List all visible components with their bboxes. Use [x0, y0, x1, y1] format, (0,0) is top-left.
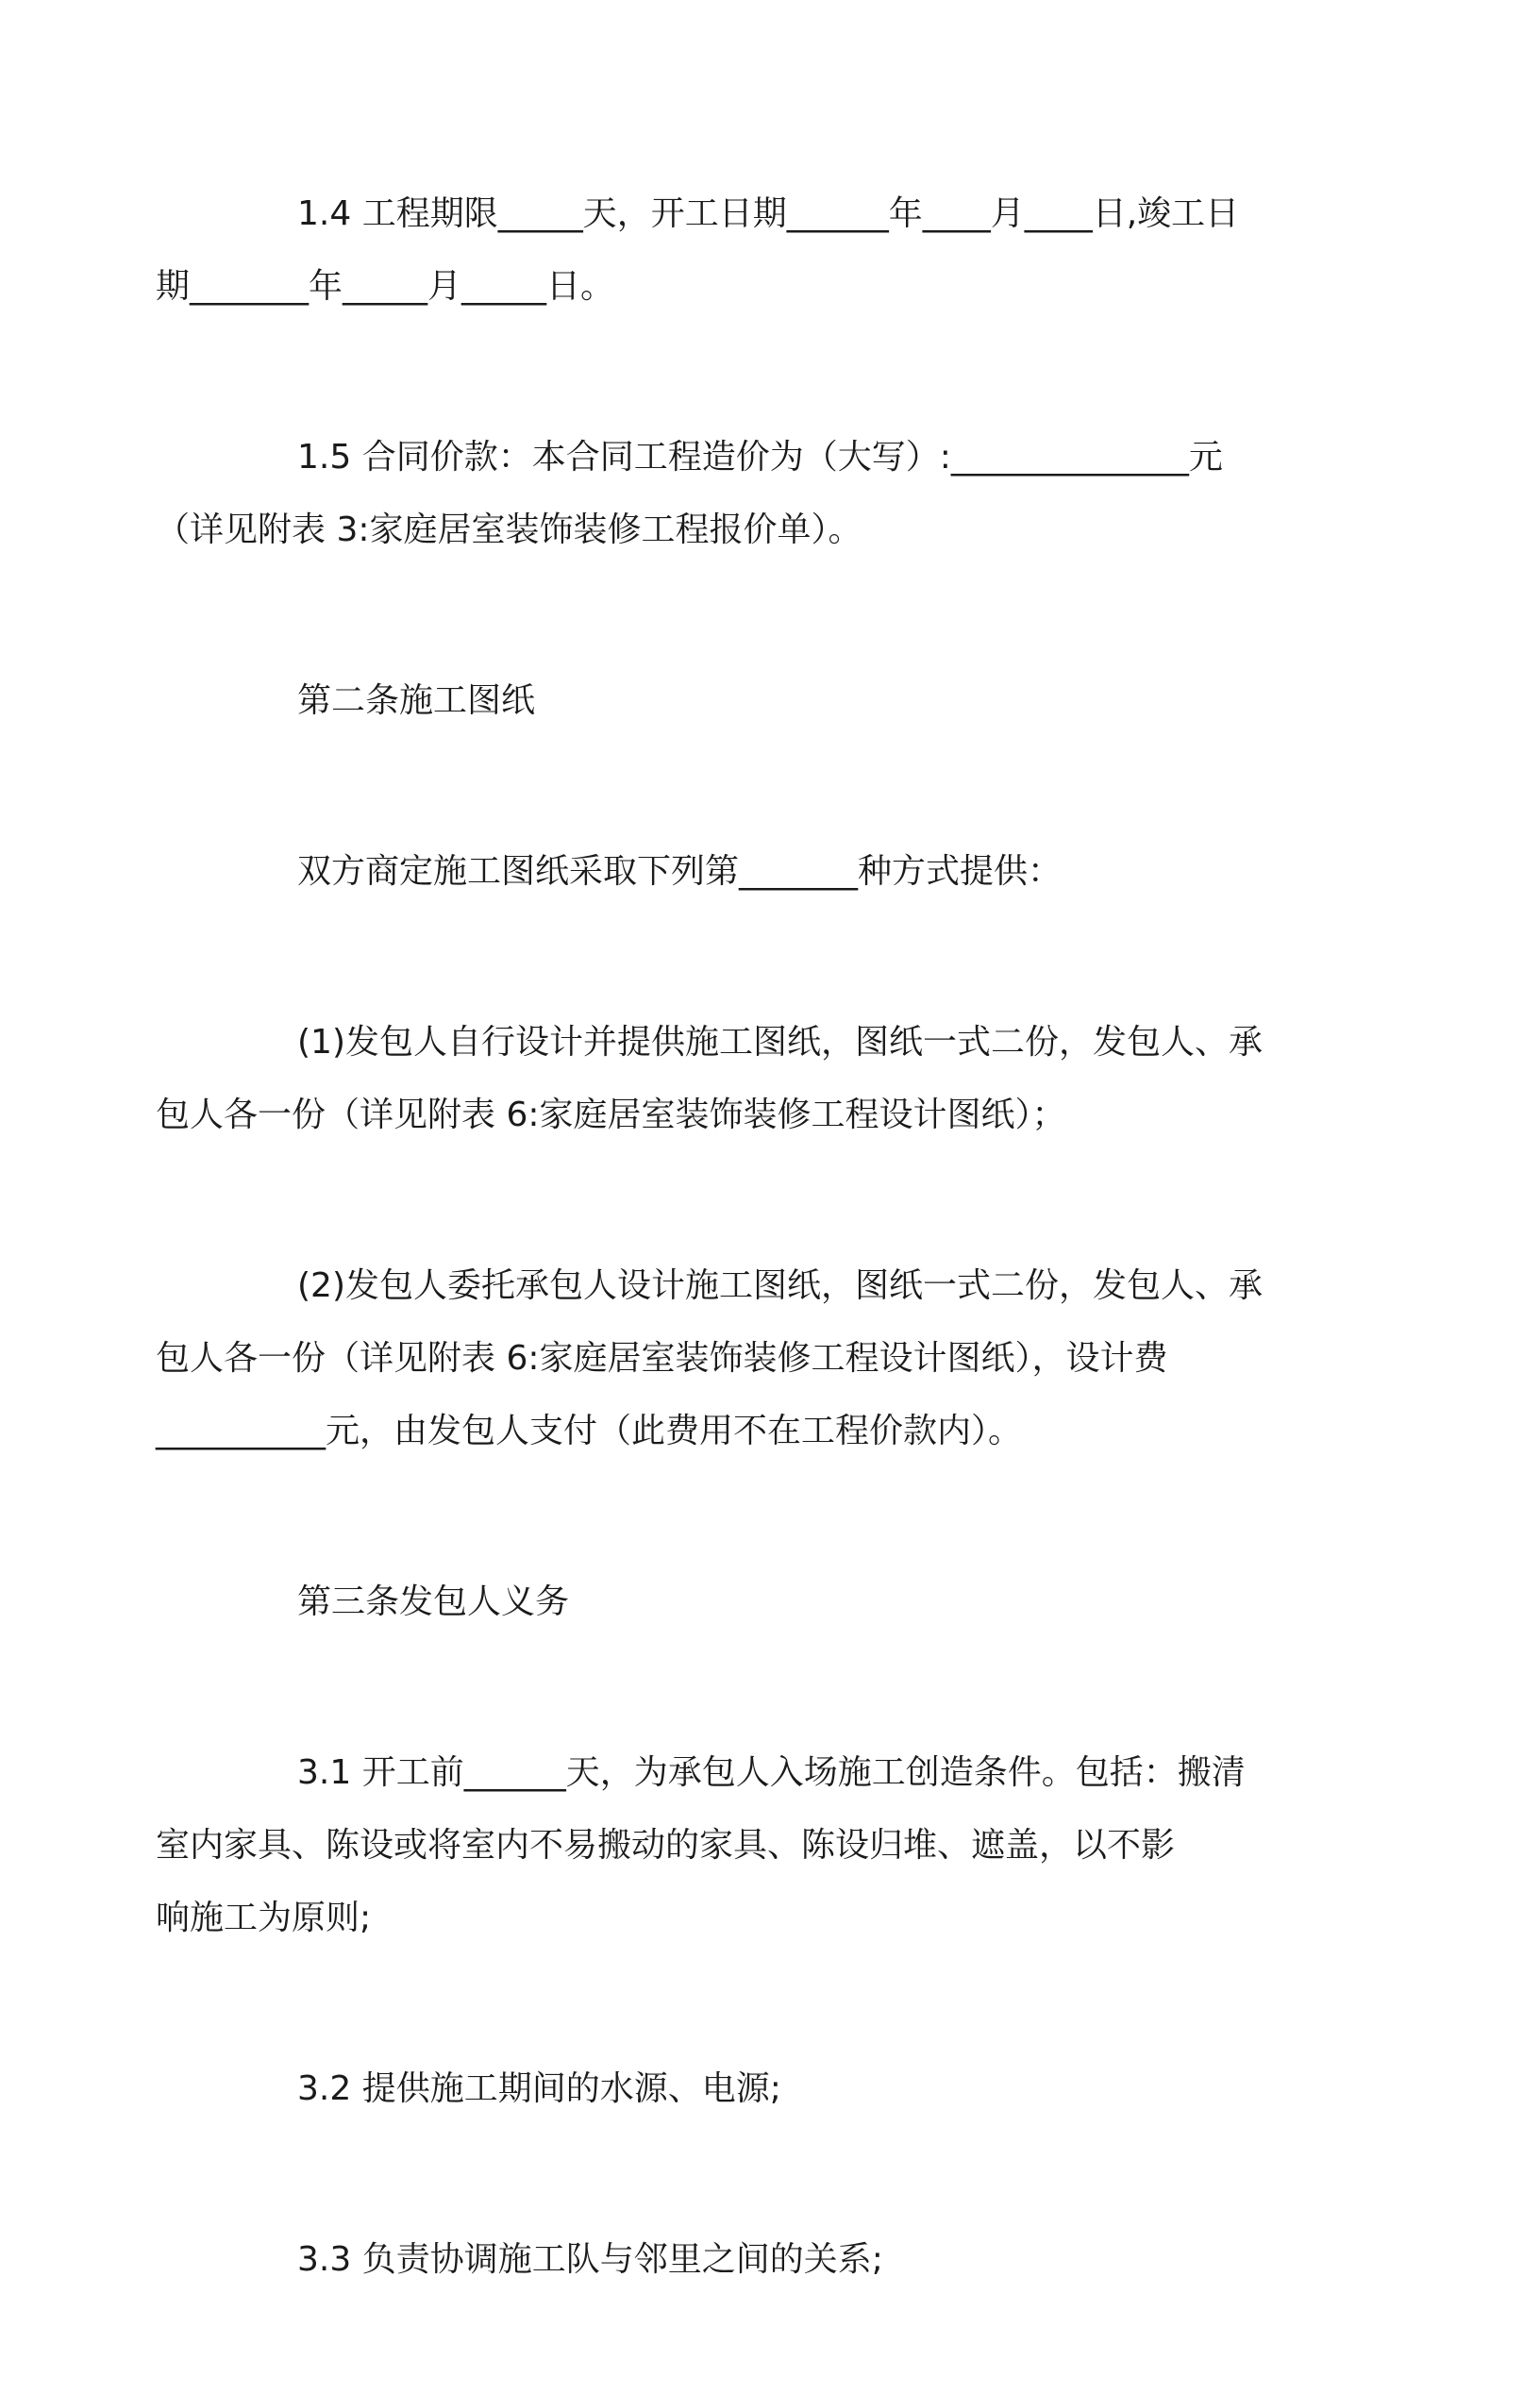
article-2-heading	[226, 664, 1297, 737]
clause-3-2	[226, 2052, 1297, 2125]
clause-1-4	[156, 177, 1297, 323]
text-line: 第二条施工图纸	[297, 681, 536, 720]
text-line: 包人各一份（详见附表 6:家庭居室装饰装修工程设计图纸），设计费	[156, 1339, 1168, 1378]
text-line: 1.5 合同价款：本合同工程造价为（大写）:______________元	[297, 438, 1223, 477]
text-line: 3.2 提供施工期间的水源、电源;	[297, 2069, 781, 2108]
clause-1-5	[156, 421, 1297, 566]
article-2-option-1	[156, 1006, 1297, 1151]
text-line: (2)发包人委托承包人设计施工图纸，图纸一式二份，发包人、承	[297, 1266, 1263, 1305]
text-line: 期_______年_____月_____日。	[156, 267, 615, 306]
text-line: 1.4 工程期限_____天，开工日期______年____月____日,竣工日	[297, 194, 1240, 233]
contract-body	[156, 177, 1297, 2394]
text-line: (1)发包人自行设计并提供施工图纸，图纸一式二份，发包人、承	[297, 1023, 1263, 1062]
article-2-intro	[226, 835, 1297, 908]
text-line: 第三条发包人义务	[297, 1582, 570, 1621]
text-line: （详见附表 3:家庭居室装饰装修工程报价单）。	[156, 511, 862, 549]
text-line: 包人各一份（详见附表 6:家庭居室装饰装修工程设计图纸）；	[156, 1096, 1066, 1134]
text-line: 3.1 开工前______天，为承包人入场施工创造条件。包括：搬清	[297, 1753, 1246, 1792]
text-line: 3.3 负责协调施工队与邻里之间的关系;	[297, 2240, 883, 2279]
text-line: 室内家具、陈设或将室内不易搬动的家具、陈设归堆、遮盖，以不影	[156, 1826, 1176, 1865]
article-2-option-2	[156, 1249, 1297, 1467]
clause-3-3	[226, 2223, 1297, 2296]
article-3-heading	[226, 1565, 1297, 1638]
text-line: 双方商定施工图纸采取下列第_______种方式提供：	[297, 852, 1063, 891]
text-line: __________元，由发包人支付（此费用不在工程价款内）。	[156, 1412, 1023, 1450]
text-line: 响施工为原则;	[156, 1899, 372, 1937]
clause-3-1	[156, 1736, 1297, 1954]
